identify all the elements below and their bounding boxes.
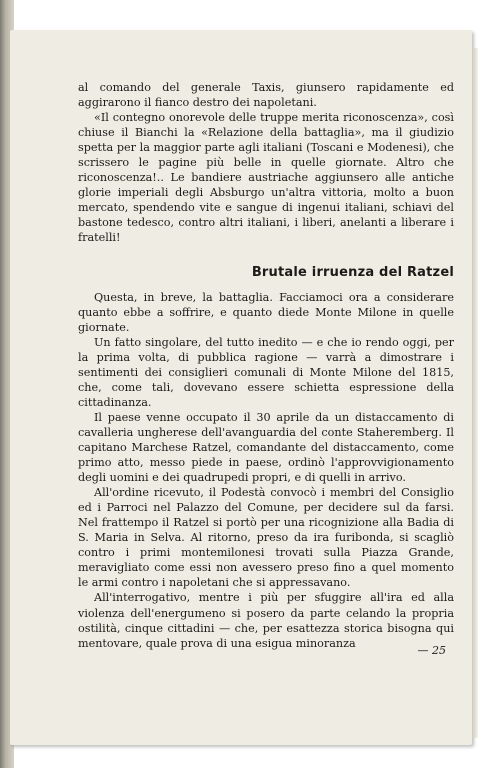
paragraph: al comando del generale Taxis, giunsero rapidamente ed aggirarono il fianco destro dei napoletani. <box>78 81 454 110</box>
paragraph: Un fatto singolare, del tutto inedito — e che io rendo oggi, per la prima volta, di pubblica ragione — varrà a dimostrare i sentimenti dei consiglieri comunali di Monte Milone del 1815, che, come tali, dovevano essere schietta espressione della cittadinanza. <box>78 335 454 409</box>
paragraph: Il paese venne occupato il 30 aprile da un distaccamento di cavalleria ungherese dell'avanguardia del conte Staheremberg. Il capitano Marchese Ratzel, comandante del distaccamento, come primo atto, messo piede in paese, ordinò l'approvvigionamento degli uomini e dei quadrupedi propri, e di quelli in arrivo. <box>78 410 454 485</box>
page-number: — 25 <box>417 644 446 657</box>
section-heading: Brutale irruenza del Ratzel <box>251 264 454 280</box>
paragraph: Questa, in breve, la battaglia. Facciamoci ora a considerare quanto ebbe a soffrire, e quanto diede Monte Milone in quelle giornate. <box>78 290 454 334</box>
book-page <box>10 30 472 745</box>
page-body <box>78 80 454 651</box>
paragraph: All'ordine ricevuto, il Podestà convocò i membri del Consiglio ed i Parroci nel Palazzo del Comune, per decidere sul da farsi. Nel frattempo il Ratzel si portò per una ricognizione alla Badia di S. Maria in Selva. Al ritorno, preso da ira furibonda, si scagliò contro i primi montemilonesi trovati sulla Piazza Grande, meravigliato come essi non avessero preso fino a quel momento le armi contro i napoletani che si appressavano. <box>78 486 454 590</box>
paragraph: All'interrogativo, mentre i più per sfuggire all'ira ed alla violenza dell'energumeno si posero da parte celando la propria ostilità, cinque cittadini — che, per esattezza storica bisogna qui mentovare, quale prova di una esigua minoranza <box>78 591 454 650</box>
paragraph: «Il contegno onorevole delle truppe merita riconoscenza», così chiuse il Bianchi la «Relazione della battaglia», ma il giudizio spetta per la maggior parte agli italiani (Toscani e Modenesi), che scrissero le pagine più belle in quelle giornate. Altro che riconoscenza!.. Le bandiere austriache aggiunsero alle antiche glorie imperiali degli Absburgo un'altra vittoria, molto a buon mercato, spendendo vite e sangue di ingenui italiani, schiavi del bastone tedesco, contro altri italiani, i liberi, anelanti a liberare i fratelli! <box>78 111 454 245</box>
